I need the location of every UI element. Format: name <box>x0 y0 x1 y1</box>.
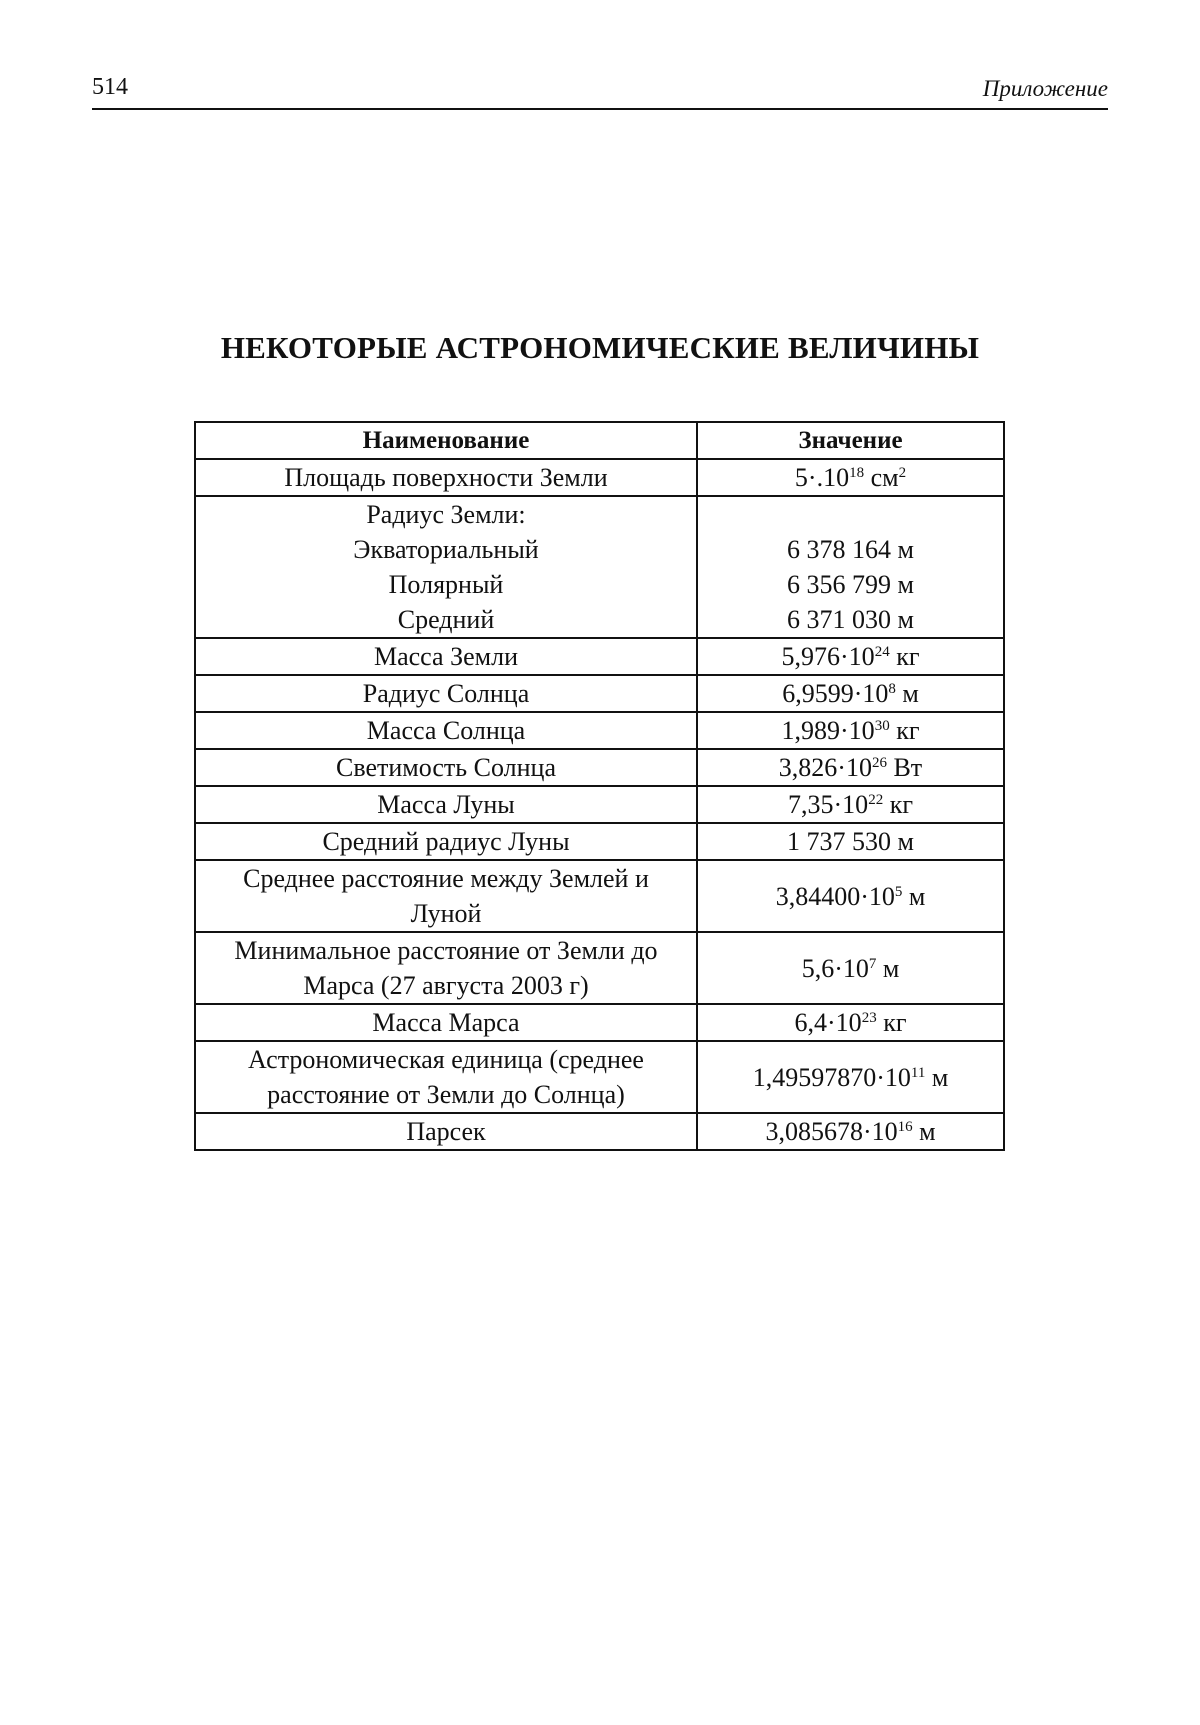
row-name: Масса Солнца <box>195 712 697 749</box>
table-row <box>195 786 1004 823</box>
astronomical-values-table <box>194 421 1005 1151</box>
value-mantissa: 5,6·10 <box>801 953 869 983</box>
row-name: Среднее расстояние между Землей и Луной <box>195 860 697 932</box>
table-row <box>195 932 1004 1004</box>
value-mantissa: 6,4·10 <box>794 1008 862 1037</box>
value-unit: кг <box>889 716 920 745</box>
row-name: Парсек <box>195 1113 697 1150</box>
page-number: 514 <box>92 74 128 100</box>
row-value <box>697 675 1004 712</box>
row-name: Светимость Солнца <box>195 749 697 786</box>
table-row <box>195 823 1004 860</box>
value-exponent: 7 <box>868 955 877 972</box>
group-label: Радиус Земли: <box>366 500 526 529</box>
value-exponent: 23 <box>861 1010 877 1026</box>
row-name: Масса Луны <box>195 786 697 823</box>
value-mantissa: 5,976·10 <box>781 642 875 671</box>
row-name: Масса Марса <box>195 1004 697 1041</box>
sub-name: Экваториальный <box>353 535 539 564</box>
value-unit: м <box>912 1117 936 1146</box>
table-row <box>195 712 1004 749</box>
value-exponent: 30 <box>874 718 890 734</box>
row-value <box>697 459 1004 496</box>
row-value <box>697 1041 1004 1113</box>
value-mantissa: 7,35·10 <box>788 790 869 819</box>
row-value <box>697 1113 1004 1150</box>
value-mantissa: 3,84400·10 <box>775 881 895 911</box>
table-row <box>195 749 1004 786</box>
row-value <box>697 932 1004 1004</box>
table-row <box>195 459 1004 496</box>
sub-value: 6 371 030 м <box>787 605 914 634</box>
value-exponent: 24 <box>874 644 890 660</box>
value-exponent: 18 <box>849 465 865 481</box>
table-row <box>195 1004 1004 1041</box>
row-value: 1 737 530 м <box>697 823 1004 860</box>
sub-value: 6 356 799 м <box>787 570 914 599</box>
value-exponent: 8 <box>888 681 896 697</box>
row-value <box>697 638 1004 675</box>
row-value <box>697 860 1004 932</box>
running-title: Приложение <box>982 76 1108 101</box>
value-unit: кг <box>889 642 920 671</box>
table-row <box>195 1041 1004 1113</box>
value-unit: м <box>902 881 926 911</box>
value-unit: см <box>864 463 899 492</box>
row-name: Минимальное расстояние от Земли до Марса (27 августа 2003 г) <box>195 932 697 1004</box>
row-name <box>195 496 697 638</box>
value-mantissa: 5·.10 <box>794 463 850 492</box>
table-row <box>195 860 1004 932</box>
row-value <box>697 712 1004 749</box>
row-value <box>697 749 1004 786</box>
value-mantissa: 1,989·10 <box>781 716 875 745</box>
table-row <box>195 675 1004 712</box>
value-unit: кг <box>876 1008 907 1037</box>
section-title: НЕКОТОРЫЕ АСТРОНОМИЧЕСКИЕ ВЕЛИЧИНЫ <box>220 330 980 365</box>
row-value <box>697 1004 1004 1041</box>
header-value: Значение <box>697 422 1004 459</box>
table-header-row <box>195 422 1004 459</box>
value-unit: м <box>925 1062 949 1092</box>
row-name: Площадь поверхности Земли <box>195 459 697 496</box>
header-rule <box>92 108 1108 110</box>
value-mantissa: 6,9599·10 <box>782 679 889 708</box>
sub-value: 6 378 164 м <box>787 535 914 564</box>
value-mantissa: 3,085678·10 <box>765 1117 898 1146</box>
value-exponent: 22 <box>868 792 884 808</box>
value-unit: м <box>876 953 900 983</box>
sub-name: Полярный <box>388 570 504 599</box>
row-value <box>697 786 1004 823</box>
unit-exponent: 2 <box>898 465 907 481</box>
row-name: Астрономическая единица (среднее расстояние от Земли до Солнца) <box>195 1041 697 1113</box>
row-name: Радиус Солнца <box>195 675 697 712</box>
row-name: Средний радиус Луны <box>195 823 697 860</box>
value-exponent: 26 <box>871 755 887 771</box>
value-unit: Вт <box>886 753 923 782</box>
row-value <box>697 496 1004 638</box>
header-name: Наименование <box>195 422 697 459</box>
value-exponent: 11 <box>910 1064 926 1081</box>
value-mantissa: 1,49597870·10 <box>752 1062 911 1092</box>
value-exponent: 5 <box>894 883 903 900</box>
table-row <box>195 638 1004 675</box>
value-exponent: 16 <box>897 1119 913 1135</box>
table-row <box>195 496 1004 638</box>
row-name: Масса Земли <box>195 638 697 675</box>
sub-name: Средний <box>397 605 495 634</box>
value-unit: кг <box>883 790 913 819</box>
value-mantissa: 3,826·10 <box>778 753 872 782</box>
table-row <box>195 1113 1004 1150</box>
value-unit: м <box>895 679 919 708</box>
